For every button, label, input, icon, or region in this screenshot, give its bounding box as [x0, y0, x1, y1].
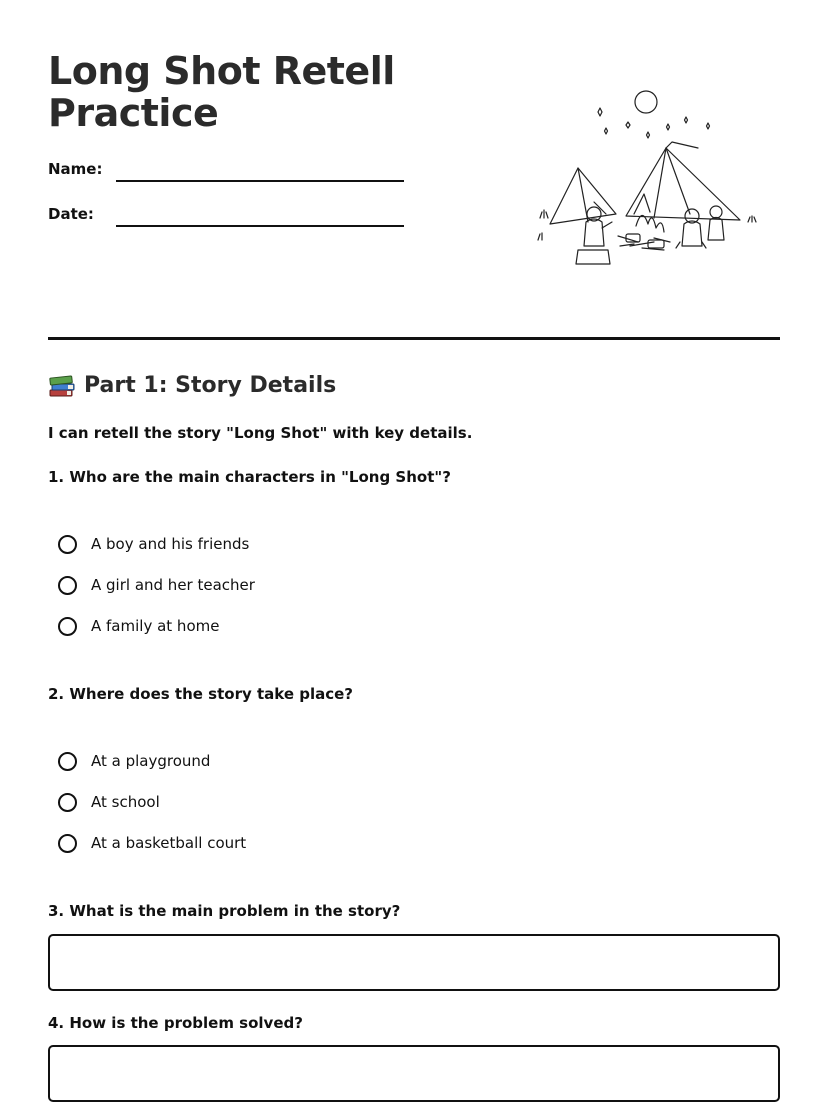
- option-label: A family at home: [91, 617, 220, 635]
- date-field[interactable]: [116, 225, 404, 227]
- option-label: At a basketball court: [91, 834, 247, 852]
- radio-button[interactable]: [58, 617, 77, 636]
- option-label: A boy and his friends: [91, 535, 250, 553]
- part1-heading: [48, 372, 336, 398]
- question-1-option-1[interactable]: [58, 532, 249, 556]
- question-1-option-3[interactable]: [58, 614, 219, 638]
- name-field[interactable]: [116, 180, 404, 182]
- part1-heading-text: Part 1: Story Details: [84, 372, 337, 398]
- question-3-answer-box[interactable]: [48, 934, 780, 991]
- books-icon: [48, 372, 76, 398]
- option-label: At school: [91, 793, 160, 811]
- question-2-option-2[interactable]: [58, 790, 160, 814]
- radio-button[interactable]: [58, 535, 77, 554]
- question-2-option-3[interactable]: [58, 831, 246, 855]
- question-4-answer-box[interactable]: [48, 1045, 780, 1102]
- question-2: 2. Where does the story take place?: [48, 685, 353, 703]
- radio-button[interactable]: [58, 793, 77, 812]
- page-title: Long Shot Retell Practice: [48, 49, 395, 135]
- question-4: 4. How is the problem solved?: [48, 1014, 303, 1032]
- camping-illustration: [530, 86, 762, 276]
- option-label: A girl and her teacher: [91, 576, 255, 594]
- radio-button[interactable]: [58, 834, 77, 853]
- radio-button[interactable]: [58, 752, 77, 771]
- question-2-option-1[interactable]: [58, 749, 210, 773]
- option-label: At a playground: [91, 752, 211, 770]
- date-label: Date:: [48, 205, 94, 223]
- section-divider: [48, 337, 780, 340]
- name-label: Name:: [48, 160, 103, 178]
- question-1: 1. Who are the main characters in "Long Shot"?: [48, 468, 451, 486]
- question-1-option-2[interactable]: [58, 573, 255, 597]
- question-3: 3. What is the main problem in the story?: [48, 902, 401, 920]
- learning-objective: I can retell the story "Long Shot" with key details.: [48, 424, 473, 442]
- radio-button[interactable]: [58, 576, 77, 595]
